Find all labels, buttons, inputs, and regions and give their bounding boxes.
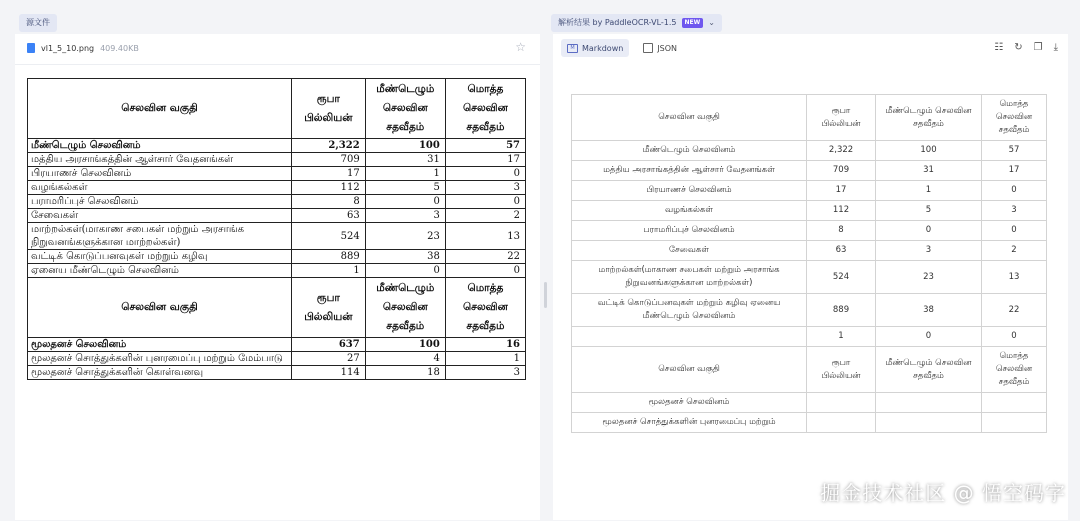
scan-row (28, 195, 526, 209)
md-cell-value: 8 (807, 221, 876, 241)
scan-row (28, 223, 526, 250)
copy-icon[interactable]: ❐ (1033, 42, 1043, 53)
md-cell-value: 0 (982, 327, 1047, 347)
md-cell-value: 100 (876, 141, 982, 161)
watermark: 掘金技术社区 @ 悟空码字 (820, 481, 1066, 505)
md-cell-category: மீண்டெழும் செலவினம் (572, 141, 807, 161)
scan-cell-value: 3 (445, 181, 525, 195)
toolbar-icons (994, 42, 1058, 53)
md-cell-value: 23 (876, 261, 982, 294)
source-panel (15, 34, 540, 520)
scan-cell-value: 1 (365, 167, 445, 181)
scan-header-col-3: மொத்த செலவின சதவீதம் (445, 278, 525, 338)
scan-row (28, 250, 526, 264)
markdown-table (571, 94, 1047, 433)
md-cell-category: பிரயாணச் செலவினம் (572, 181, 807, 201)
parse-result-label: 解析结果 by PaddleOCR-VL-1.5 (558, 18, 677, 27)
scan-cell-value: 0 (365, 264, 445, 278)
md-cell-value: 112 (807, 201, 876, 221)
md-header-category: செலவின வகுதி (572, 95, 807, 141)
scan-cell-value: 17 (445, 153, 525, 167)
md-cell-category: மூலதனச் செலவினம் (572, 393, 807, 413)
md-cell-category: மாற்றல்கள்(மாகாண சபைகள் மற்றும் அரசாங்க நிறுவனங்களுக்கான மாற்றல்கள்) (572, 261, 807, 294)
file-size: 409.40KB (100, 43, 139, 53)
scan-header-row (28, 79, 526, 139)
scan-cell-category: மாற்றல்கள்(மாகாண சபைகள் மற்றும் அரசாங்க நிறுவனங்களுக்கான மாற்றல்கள்) (28, 223, 292, 250)
json-icon (643, 43, 653, 53)
scan-cell-value: 2,322 (291, 139, 365, 153)
scan-row (28, 209, 526, 223)
tab-json-label: JSON (657, 43, 678, 53)
scan-cell-category: மத்திய அரசாங்கத்தின் ஆள்சார் வேதனங்கள் (28, 153, 292, 167)
md-cell-value: 31 (876, 161, 982, 181)
md-row (572, 201, 1047, 221)
md-header-category: செலவின வகுதி (572, 347, 807, 393)
md-row (572, 181, 1047, 201)
scan-row (28, 153, 526, 167)
result-panel (553, 34, 1068, 520)
parse-result-tab[interactable] (551, 14, 722, 32)
md-cell-value (982, 413, 1047, 433)
scan-cell-value: 889 (291, 250, 365, 264)
tab-json[interactable] (637, 39, 683, 57)
scan-cell-value: 23 (365, 223, 445, 250)
md-row (572, 413, 1047, 433)
scan-cell-value: 38 (365, 250, 445, 264)
scan-cell-category: மூலதனச் சொத்துக்களின் கொள்வனவு (28, 366, 292, 380)
scan-cell-value: 5 (365, 181, 445, 195)
scan-cell-value: 637 (291, 338, 365, 352)
scan-cell-value: 100 (365, 139, 445, 153)
md-cell-value: 889 (807, 294, 876, 327)
scan-cell-value: 31 (365, 153, 445, 167)
scan-cell-value: 1 (445, 352, 525, 366)
new-badge: NEW (682, 18, 704, 28)
md-cell-value: 17 (807, 181, 876, 201)
scan-cell-value: 100 (365, 338, 445, 352)
scan-cell-value: 13 (445, 223, 525, 250)
scan-cell-value: 709 (291, 153, 365, 167)
scan-row (28, 366, 526, 380)
scan-header-col-2: மீண்டெழும் செலவின சதவீதம் (365, 278, 445, 338)
md-row (572, 261, 1047, 294)
scan-cell-value: 22 (445, 250, 525, 264)
md-cell-value: 524 (807, 261, 876, 294)
md-cell-category: பராமரிப்புச் செலவினம் (572, 221, 807, 241)
scan-cell-category: பிரயாணச் செலவினம் (28, 167, 292, 181)
scan-cell-category: மூலதனச் செலவினம் (28, 338, 292, 352)
md-cell-category: வழங்கல்கள் (572, 201, 807, 221)
scan-cell-category: வட்டிக் கொடுப்பனவுகள் மற்றும் கழிவு (28, 250, 292, 264)
scan-cell-value: 112 (291, 181, 365, 195)
scan-cell-category: சேவைகள் (28, 209, 292, 223)
md-cell-value (876, 413, 982, 433)
scan-header-col-3: மொத்த செலவின சதவீதம் (445, 79, 525, 139)
panel-resize-handle[interactable] (544, 282, 547, 308)
scan-row (28, 167, 526, 181)
scan-cell-value: 0 (445, 167, 525, 181)
scan-cell-category: மூலதனச் சொத்துக்களின் புனரமைப்பு மற்றும் மேம்பாடு (28, 352, 292, 366)
result-toolbar (553, 34, 1068, 62)
scan-cell-value: 1 (291, 264, 365, 278)
md-header-col-2: மீண்டெழும் செலவின சதவீதம் (876, 347, 982, 393)
md-cell-value: 1 (876, 181, 982, 201)
md-row (572, 221, 1047, 241)
refresh-icon[interactable]: ↻ (1014, 42, 1023, 53)
md-row (572, 141, 1047, 161)
md-row (572, 294, 1047, 327)
md-cell-value: 0 (876, 221, 982, 241)
scan-cell-category: மீண்டெழும் செலவினம் (28, 139, 292, 153)
scan-cell-value: 0 (445, 195, 525, 209)
scan-cell-value: 0 (445, 264, 525, 278)
md-cell-category: சேவைகள் (572, 241, 807, 261)
tab-markdown-label: Markdown (582, 43, 624, 53)
file-name: vl1_5_10.png (41, 43, 95, 53)
star-icon[interactable]: ☆ (515, 40, 526, 54)
md-cell-value: 0 (876, 327, 982, 347)
markdown-render-area (553, 64, 1068, 520)
md-cell-category (572, 327, 807, 347)
scan-cell-value: 524 (291, 223, 365, 250)
md-header-col-1: ரூபா பில்லியன் (807, 95, 876, 141)
scan-cell-value: 0 (365, 195, 445, 209)
md-cell-value: 13 (982, 261, 1047, 294)
md-cell-value: 1 (807, 327, 876, 347)
download-icon[interactable]: ⤓ (1053, 42, 1058, 53)
image-file-icon (27, 43, 35, 53)
scan-cell-value: 114 (291, 366, 365, 380)
settings-icon[interactable]: ☷ (994, 42, 1004, 53)
scan-header-row (28, 278, 526, 338)
md-cell-value: 3 (982, 201, 1047, 221)
md-cell-value: 5 (876, 201, 982, 221)
md-cell-value (807, 393, 876, 413)
scan-header-col-1: ரூபா பில்லியன் (291, 278, 365, 338)
md-row (572, 327, 1047, 347)
md-cell-category: மூலதனச் சொத்துக்களின் புனரமைப்பு மற்றும் (572, 413, 807, 433)
md-header-row (572, 95, 1047, 141)
md-cell-value: 0 (982, 181, 1047, 201)
scan-cell-value: 2 (445, 209, 525, 223)
scan-header-col-1: ரூபா பில்லியன் (291, 79, 365, 139)
scan-row (28, 139, 526, 153)
md-row (572, 393, 1047, 413)
scan-cell-value: 4 (365, 352, 445, 366)
md-header-row (572, 347, 1047, 393)
scan-row (28, 338, 526, 352)
md-cell-value: 0 (982, 221, 1047, 241)
scan-cell-value: 27 (291, 352, 365, 366)
md-header-col-3: மொத்த செலவின சதவீதம் (982, 347, 1047, 393)
scan-row (28, 352, 526, 366)
md-header-col-2: மீண்டெழும் செலவின சதவீதம் (876, 95, 982, 141)
scan-cell-value: 3 (445, 366, 525, 380)
scan-cell-value: 18 (365, 366, 445, 380)
scan-row (28, 181, 526, 195)
md-cell-value (876, 393, 982, 413)
scan-cell-category: வழங்கல்கள் (28, 181, 292, 195)
md-cell-category: வட்டிக் கொடுப்பனவுகள் மற்றும் கழிவு ஏனைய மீண்டெழும் செலவினம் (572, 294, 807, 327)
scan-cell-value: 8 (291, 195, 365, 209)
scan-cell-category: பராமரிப்புச் செலவினம் (28, 195, 292, 209)
scan-cell-value: 3 (365, 209, 445, 223)
file-bar (15, 34, 540, 62)
md-header-col-1: ரூபா பில்லியன் (807, 347, 876, 393)
scanned-table (27, 78, 526, 380)
source-file-tab[interactable]: 源文件 (19, 14, 57, 32)
scan-cell-value: 63 (291, 209, 365, 223)
md-cell-value: 22 (982, 294, 1047, 327)
tab-markdown[interactable] (561, 39, 629, 57)
md-cell-value: 63 (807, 241, 876, 261)
md-cell-value: 2,322 (807, 141, 876, 161)
markdown-icon: M (567, 44, 578, 53)
md-cell-value (807, 413, 876, 433)
md-cell-category: மத்திய அரசாங்கத்தின் ஆள்சார் வேதனங்கள் (572, 161, 807, 181)
scan-cell-value: 57 (445, 139, 525, 153)
scan-row (28, 264, 526, 278)
scan-header-category: செலவின வகுதி (28, 79, 292, 139)
md-cell-value: 3 (876, 241, 982, 261)
scan-header-col-2: மீண்டெழும் செலவின சதவீதம் (365, 79, 445, 139)
source-document-view (15, 64, 540, 521)
md-header-col-3: மொத்த செலவின சதவீதம் (982, 95, 1047, 141)
md-cell-value: 17 (982, 161, 1047, 181)
md-cell-value: 709 (807, 161, 876, 181)
scan-header-category: செலவின வகுதி (28, 278, 292, 338)
md-cell-value (982, 393, 1047, 413)
md-cell-value: 57 (982, 141, 1047, 161)
md-cell-value: 2 (982, 241, 1047, 261)
chevron-down-icon[interactable]: ⌄ (708, 18, 715, 27)
md-row (572, 241, 1047, 261)
md-cell-value: 38 (876, 294, 982, 327)
md-row (572, 161, 1047, 181)
scan-cell-value: 16 (445, 338, 525, 352)
scan-cell-value: 17 (291, 167, 365, 181)
scan-cell-category: ஏனைய மீண்டெழும் செலவினம் (28, 264, 292, 278)
